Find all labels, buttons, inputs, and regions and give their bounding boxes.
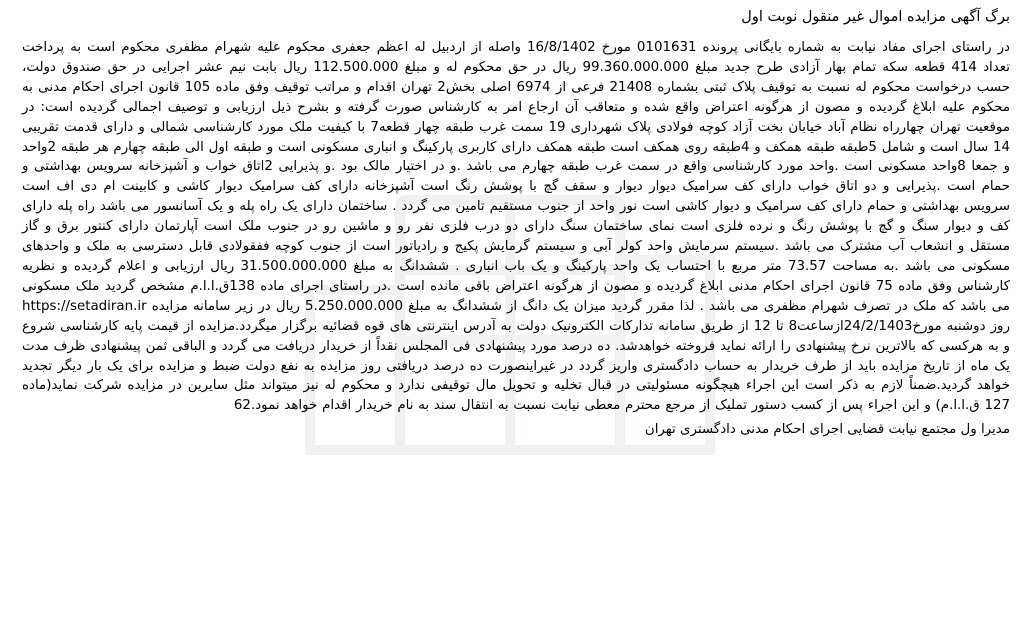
auction-notice [22,8,1010,440]
notice-signature: مدیرا ول مجتمع نیابت قضایی اجرای احکام مدنی دادگستری تهران [644,422,1010,438]
notice-body: در راستای اجرای مفاد نیابت به شماره بایگانی پرونده 0101631 مورخ 16/8/1402 واصله از اردبیل له اعظم جعفری محکوم علیه شهرام مظفری محکوم است به پرداخت تعداد 414 قطعه سکه تمام بهار آزادی طرح جدید مبلغ 99.360.000.000 ریال در حق محکوم له و مبلغ 112.500.000 ریال بابت نیم عشر اجرایی در حق صندوق دولت، حسب درخواست محکوم له نسبت به توقیف پلاک ثبتی بشماره 21408 فرعی از 6974 اصلی بخش2 تهران اقدام و مراتب توقیف وفق ماده 105 قانون اجرای احکام مدنی به محکوم علیه ابلاغ گردیده و مصون از هرگونه اعتراض واقع شده و متعاقب آن ارجاع امر به کارشناس صورت گرفته و بشرح ذیل ارزیابی و توصیف اجمالی گردیده است: در موقعیت تهران چهارراه نظام آباد خیابان بخت آزاد کوچه فولادی پلاک شهرداری 19 سمت غرب طبقه چهار قطعه7 با کیفیت ملک مورد کارشناسی شمالی و دارای قدمت تقریبی 14 سال است و شامل 5طبقه طبقه همکف و 4طبقه روی همکف است طبقه همکف دارای کاربری پارکینگ و انباری مسکونی است و طبقه اول الی طبقه چهارم هر طبقه 2واحد و جمعا 8واحد مسکونی است .واحد مورد کارشناسی واقع در سمت غرب طبقه چهارم می باشد .و در اختیار مالک بود .و پذیرایی 2اتاق خواب و آشپزخانه سرویس بهداشتی و حمام است .پذیرایی و دو اتاق خواب دارای کف سرامیک دیوار دیوار و سقف گچ با پوشش رنگ است آشپزخانه دارای کف سرامیک دیوار کاشی و کابینت ام دی اف است سرویس بهداشتی و حمام دارای کف سرامیک و دیوار کاشی است نور واحد از جنوب مستقیم تامین می گردد . ساختمان دارای یک راه پله و یک آسانسور می باشد راه پله دارای کف و دیوار سنگ و گچ با پوشش رنگ و نرده فلزی است نمای ساختمان سنگ دارای دو درب فلزی نفر رو و ماشین رو در جنوب ملک است آپارتمان دارای کنتور برق و گاز مستقل و انشعاب آب مشترک می باشد .سیستم سرمایش واحد کولر آبی و سیستم گرمایش پکیج و رادیاتور است از جنوب کوچه ففقولادی قابل دسترسی به ملک و واحدهای مسکونی می باشد .به مساحت 73.57 متر مربع با احتساب یک واحد پارکینگ و یک باب انباری . ششدانگ به مبلغ 31.500.000.000 ریال ارزیابی و اعلام گردیده و نظریه کارشناس وفق ماده 75 قانون اجرای احکام مدنی ابلاغ گردیده و مصون از هرگونه اعتراض باقی مانده است .در راستای اجرای ماده 138ق.ا.ا.م مشخص گردید ملک مسکونی می باشد که ملک در تصرف شهرام مظفری می باشد . لذا مقرر گردید میزان یک دانگ از ششدانگ به مبلغ 5.250.000.000 ریال در زیر سامانه مزایده https://setadiran.ir روز دوشنبه مورخ24/2/1403ازساعت8 تا 12 از طریق سامانه تدارکات الکترونیک دولت به آدرس اینترنتی های قوه قضائیه برگزار میگردد.مزایده از قیمت پایه کارشناسی شروع و به هرکسی که بالاترین نرخ پیشنهادی را ارائه نماید فروخته خواهدشد. ده درصد مورد پیشنهادی فی المجلس نقداً از خریدار دریافت می گردد و الباقی ثمن پیشنهادی ظرف مدت یک ماه از تاریخ مزایده باید از طرف خریدار به حساب دادگستری واریز گردد در غیراینصورت ده درصد دریافتی روز مزایده به نفع دولت ضبط و مزایده برای یک بار دیگر تجدید خواهد گردید.ضمناً لازم به ذکر است این اجراء هیچگونه مسئولیتی در قبال تخلیه و تحویل مال توقیفی ندارد و محکوم له نیز میتواند مثل سایرین در مزایده شرکت نماید(ماده 127 ق.ا.ا.م) و این اجراء پس از کسب دستور تملیک از مرجع محترم معطی نیابت نسبت به انتقال سند به نام خریدار اقدام خواهد نمود.62 [22,40,1011,414]
notice-title: برگ آگهی مزایده اموال غیر منقول نوبت اول [741,9,1010,25]
